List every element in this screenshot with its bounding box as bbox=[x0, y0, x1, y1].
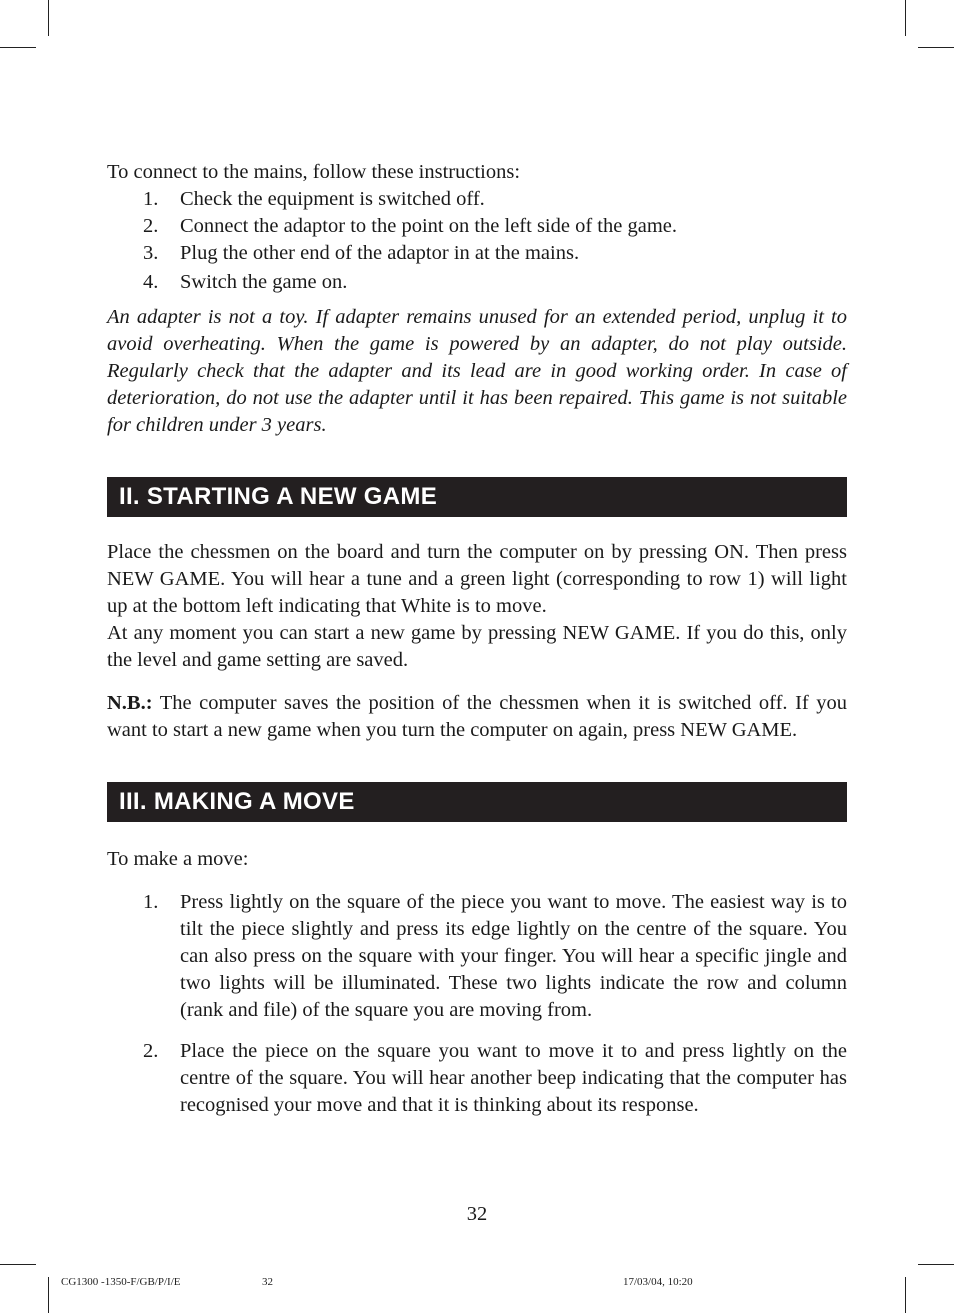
slug-date: 17/03/04, 10:20 bbox=[623, 1276, 693, 1288]
crop-mark bbox=[48, 1277, 49, 1313]
slug-file: CG1300 -1350-F/GB/P/I/E bbox=[61, 1276, 181, 1288]
move-steps-list bbox=[107, 889, 847, 1119]
starting-paragraph-2: At any moment you can start a new game by pressing NEW GAME. If you do this, only the level and game setting are saved. bbox=[107, 622, 847, 671]
step-number: 2. bbox=[143, 1040, 159, 1062]
adapter-warning: An adapter is not a toy. If adapter remains unused for an extended period, unplug it to avoid overheating. When the game is powered by an adapter, do not play outside. Regularly check that the adapter and its lead are in good working order. In case of deterioration, do not use the adapter until it has been repaired. This game is not suitable for children under 3 years. bbox=[107, 306, 847, 436]
step-text: Place the piece on the square you want to move it to and press lightly on the centre of the square. You will hear another beep indicating that the computer has recognised your move and that it is thinking about its response. bbox=[180, 1040, 847, 1116]
nb-note bbox=[107, 690, 847, 744]
mains-steps-list bbox=[107, 186, 847, 296]
step-text: Press lightly on the square of the piece you want to move. The easiest way is to tilt the piece slightly and press its edge lightly on the centre of the square. You can also press on the square with your finger. You will hear a specific jingle and two lights will be illuminated. These two lights indicate the row and column (rank and file) of the square you are moving from. bbox=[180, 891, 847, 1021]
step-text: Switch the game on. bbox=[180, 271, 348, 293]
crop-mark bbox=[48, 0, 49, 36]
move-lead: To make a move: bbox=[107, 848, 249, 870]
list-item bbox=[107, 186, 847, 213]
step-number: 1. bbox=[143, 891, 159, 913]
list-item bbox=[107, 213, 847, 240]
list-item bbox=[107, 1038, 847, 1119]
starting-paragraph-1: Place the chessmen on the board and turn the computer on by pressing ON. Then press NEW GAME. You will hear a tune and a green light (corresponding to row 1) will light up at the bottom left indicating that White is to move. bbox=[107, 541, 847, 617]
step-text: Connect the adaptor to the point on the left side of the game. bbox=[180, 215, 677, 237]
crop-mark bbox=[0, 1264, 36, 1265]
list-item bbox=[107, 269, 847, 296]
step-number: 2. bbox=[143, 215, 159, 237]
page-content bbox=[107, 159, 847, 1119]
slug-page: 32 bbox=[262, 1276, 273, 1288]
step-number: 1. bbox=[143, 188, 159, 210]
list-item bbox=[107, 889, 847, 1024]
step-number: 4. bbox=[143, 271, 159, 293]
nb-label: N.B.: bbox=[107, 692, 153, 714]
nb-text: The computer saves the position of the chessmen when it is switched off. If you want to start a new game when you turn the computer on again, press NEW GAME. bbox=[107, 692, 847, 741]
crop-mark bbox=[905, 0, 906, 36]
intro-lead: To connect to the mains, follow these instructions: bbox=[107, 161, 521, 183]
crop-mark bbox=[918, 1264, 954, 1265]
list-item bbox=[107, 240, 847, 267]
step-number: 3. bbox=[143, 242, 159, 264]
section-heading-starting-new-game: II. STARTING A NEW GAME bbox=[107, 477, 847, 517]
crop-mark bbox=[905, 1277, 906, 1313]
step-text: Plug the other end of the adaptor in at the mains. bbox=[180, 242, 580, 264]
crop-mark bbox=[0, 47, 36, 48]
step-text: Check the equipment is switched off. bbox=[180, 188, 485, 210]
crop-mark bbox=[918, 47, 954, 48]
page-number: 32 bbox=[466, 1203, 488, 1225]
section-heading-making-a-move: III. MAKING A MOVE bbox=[107, 782, 847, 822]
